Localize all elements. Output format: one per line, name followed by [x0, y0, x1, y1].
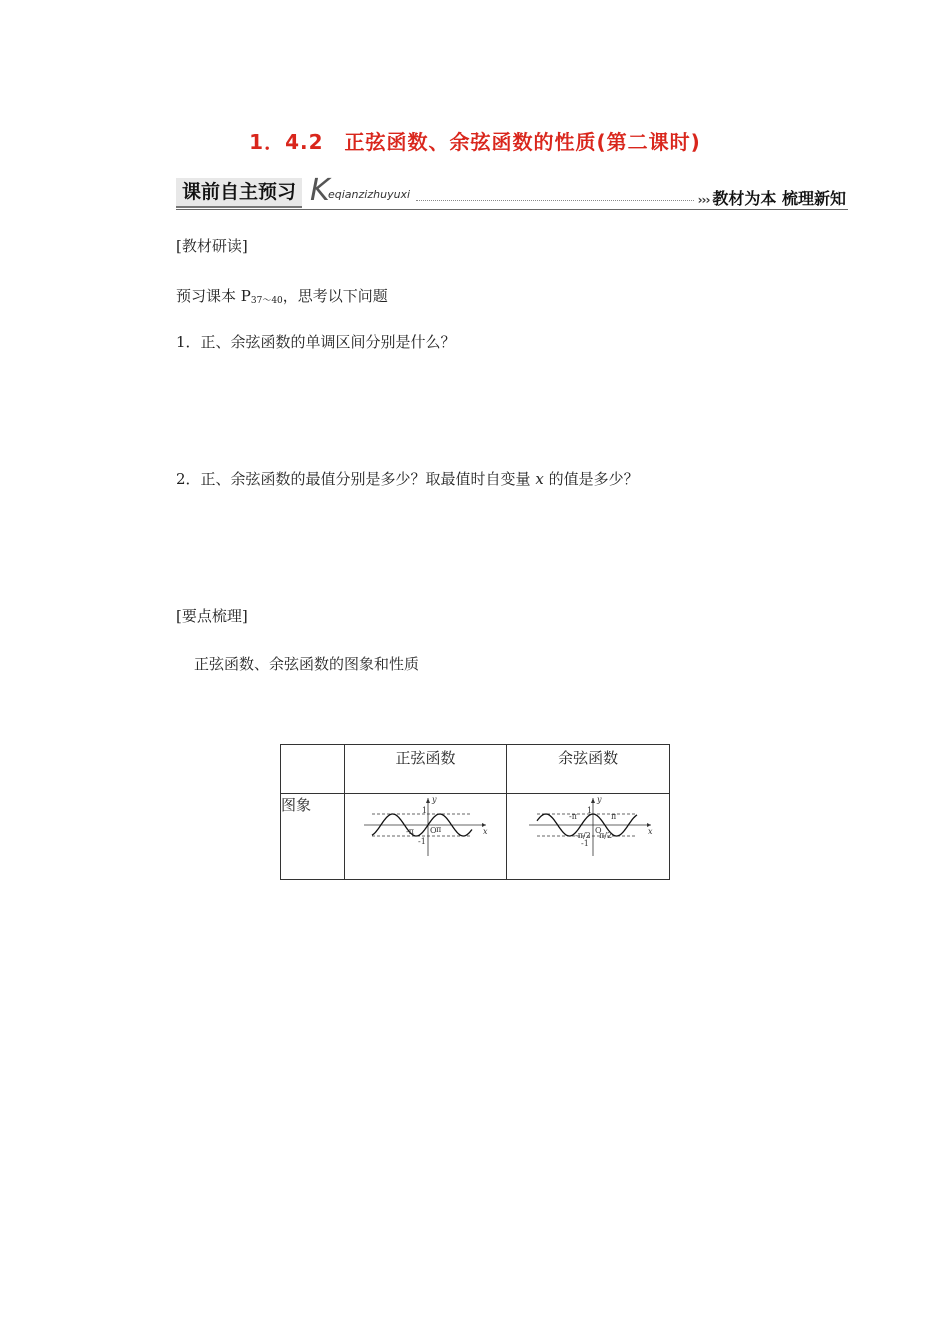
preview-pages: 37～40: [250, 296, 283, 306]
sine-y-label: y: [432, 795, 438, 804]
section-heading-study: [教材研读]: [176, 237, 248, 255]
sine-tick-neg-pi: -π: [406, 827, 415, 836]
keypoints-subtitle: 正弦函数、余弦函数的图象和性质: [194, 655, 420, 673]
arrows-icon: ›››: [697, 193, 710, 207]
table-row-label: 图象: [281, 794, 345, 880]
cosine-tick-pi: π: [611, 812, 617, 821]
banner-tag: 课前自主预习: [176, 178, 302, 208]
cosine-tick-neg-pi: -π: [569, 812, 578, 821]
table-header-empty: [281, 745, 345, 794]
sine-tick-1: 1: [422, 806, 428, 815]
cosine-y-label: y: [597, 795, 602, 804]
cosine-tick-1: 1: [587, 806, 593, 815]
preview-intro: [176, 286, 388, 311]
question-2: [176, 469, 639, 489]
cosine-tick-origin: O: [595, 826, 602, 835]
banner-slogan: 教材为本 梳理新知: [712, 189, 846, 208]
cosine-graph-cell: [507, 794, 670, 880]
banner-pinyin: eqianzizhuyuxi: [328, 188, 411, 201]
sine-y-arrow-icon: [426, 798, 430, 803]
section-heading-keypoints: [要点梳理]: [176, 607, 248, 625]
cosine-y-arrow-icon: [591, 798, 595, 803]
sine-tick-pi: π: [436, 825, 442, 834]
section-banner: [176, 173, 848, 212]
sine-graph: [350, 794, 500, 864]
preview-intro-prefix: 预习课本 P: [176, 287, 251, 305]
preview-intro-suffix: ，思考以下问题: [282, 287, 388, 305]
sine-x-label: x: [483, 827, 488, 836]
cosine-tick-neg-1: -1: [581, 839, 589, 848]
cosine-graph: [513, 794, 663, 864]
table-header-sine: 正弦函数: [344, 745, 507, 794]
sine-tick-neg-1: -1: [418, 837, 427, 846]
sine-graph-cell: [344, 794, 507, 880]
banner-right-text: [694, 186, 846, 209]
properties-table: [280, 744, 670, 880]
cosine-x-label: x: [648, 827, 653, 836]
question-2-prefix: 2．正、余弦函数的最值分别是多少？取最值时自变量: [176, 470, 536, 488]
sine-tick-origin: O: [430, 826, 438, 835]
table-header-cosine: 余弦函数: [507, 745, 670, 794]
question-2-suffix: 的值是多少？: [543, 470, 639, 488]
banner-k-letter: K: [310, 173, 330, 208]
question-2-var: x: [535, 470, 544, 488]
cosine-tick-neg-half-pi: -π/2: [575, 831, 591, 840]
cosine-tick-half-pi: π/2: [599, 831, 613, 840]
page-title: 1．4.2 正弦函数、余弦函数的性质(第二课时): [249, 130, 701, 154]
banner-rule: [176, 209, 848, 210]
question-1: 1．正、余弦函数的单调区间分别是什么？: [176, 333, 456, 351]
